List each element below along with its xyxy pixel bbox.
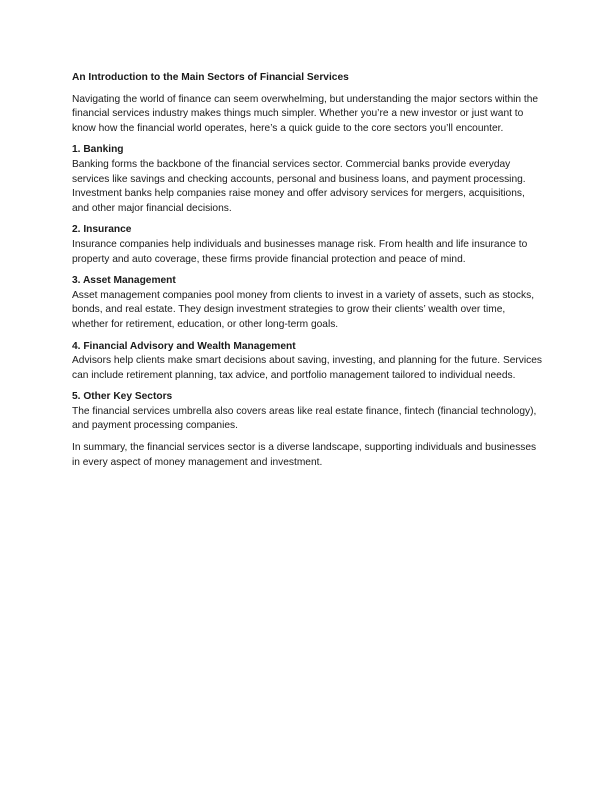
intro-paragraph: Navigating the world of finance can seem overwhelming, but understanding the major sectors within the financial services industry makes things much simpler. Whether you’re a new investor or just want to know how the financial world operates, here’s a quick guide to the core sectors you’ll encounter. xyxy=(72,93,539,134)
section-heading: 4. Financial Advisory and Wealth Management xyxy=(72,340,296,352)
section-other-key-sectors xyxy=(72,390,542,434)
section-body: The financial services umbrella also covers areas like real estate finance, fintech (financial technology), and payment processing companies. xyxy=(72,405,537,432)
section-financial-advisory xyxy=(72,340,542,384)
section-heading: 2. Insurance xyxy=(72,224,132,236)
summary-paragraph: In summary, the financial services sector is a diverse landscape, supporting individuals and businesses in every aspect of money management and investment. xyxy=(72,442,537,468)
section-body: Insurance companies help individuals and businesses manage risk. From health and life insurance to property and auto coverage, these firms provide financial protection and peace of mind. xyxy=(72,238,528,265)
section-heading: 3. Asset Management xyxy=(72,275,176,287)
section-body: Banking forms the backbone of the financial services sector. Commercial banks provide everyday services like savings and checking accounts, personal and business loans, and payment processing. Investment banks help companies raise money and offer advisory services for mergers, acquisitions, and other major financial decisions. xyxy=(72,158,526,214)
document-title: An Introduction to the Main Sectors of Financial Services xyxy=(72,72,349,83)
section-body: Asset management companies pool money from clients to invest in a variety of assets, such as stocks, bonds, and real estate. They design investment strategies to grow their clients’ wealth over time, whether for retirement, education, or other long-term goals. xyxy=(72,289,535,330)
section-insurance xyxy=(72,223,542,267)
section-body: Advisors help clients make smart decisions about saving, investing, and planning for the future. Services can include retirement planning, tax advice, and portfolio management tailored to individual needs. xyxy=(72,355,543,381)
section-heading: 5. Other Key Sectors xyxy=(72,391,173,403)
section-heading: 1. Banking xyxy=(72,144,124,156)
section-asset-management xyxy=(72,274,542,332)
document-page xyxy=(72,71,542,477)
section-banking xyxy=(72,143,542,216)
